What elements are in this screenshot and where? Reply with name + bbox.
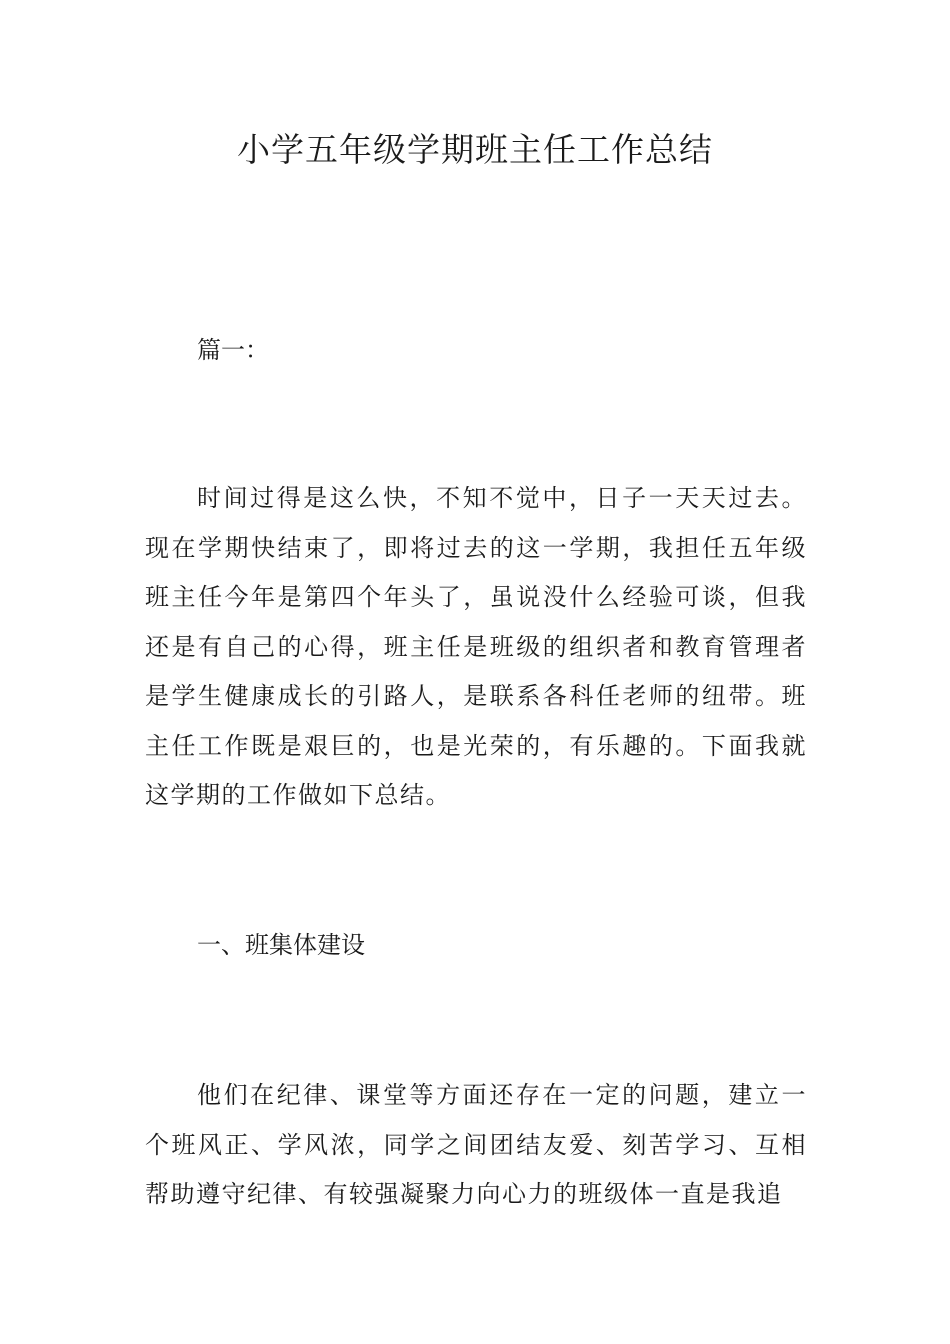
document-title: 小学五年级学期班主任工作总结 xyxy=(237,130,713,169)
intro-paragraph: 时间过得是这么快，不知不觉中，日子一天天过去。现在学期快结束了，即将过去的这一学期，我担任五年级班主任今年是第四个年头了，虽说没什么经验可谈，但我还是有自己的心得，班主任是班级的组织者和教育管理者是学生健康成长的引路人，是联系各科任老师的纽带。班主任工作既是艰巨的，也是光荣的，有乐趣的。下面我就这学期的工作做如下总结。 xyxy=(145,484,807,809)
section-heading: 一、班集体建设 xyxy=(197,931,365,959)
section-paragraph: 他们在纪律、课堂等方面还存在一定的问题，建立一个班风正、学风浓，同学之间团结友爱、刻苦学习、互相帮助遵守纪律、有较强凝聚力向心力的班级体一直是我追 xyxy=(145,1081,807,1208)
part-label: 篇一： xyxy=(197,336,269,364)
